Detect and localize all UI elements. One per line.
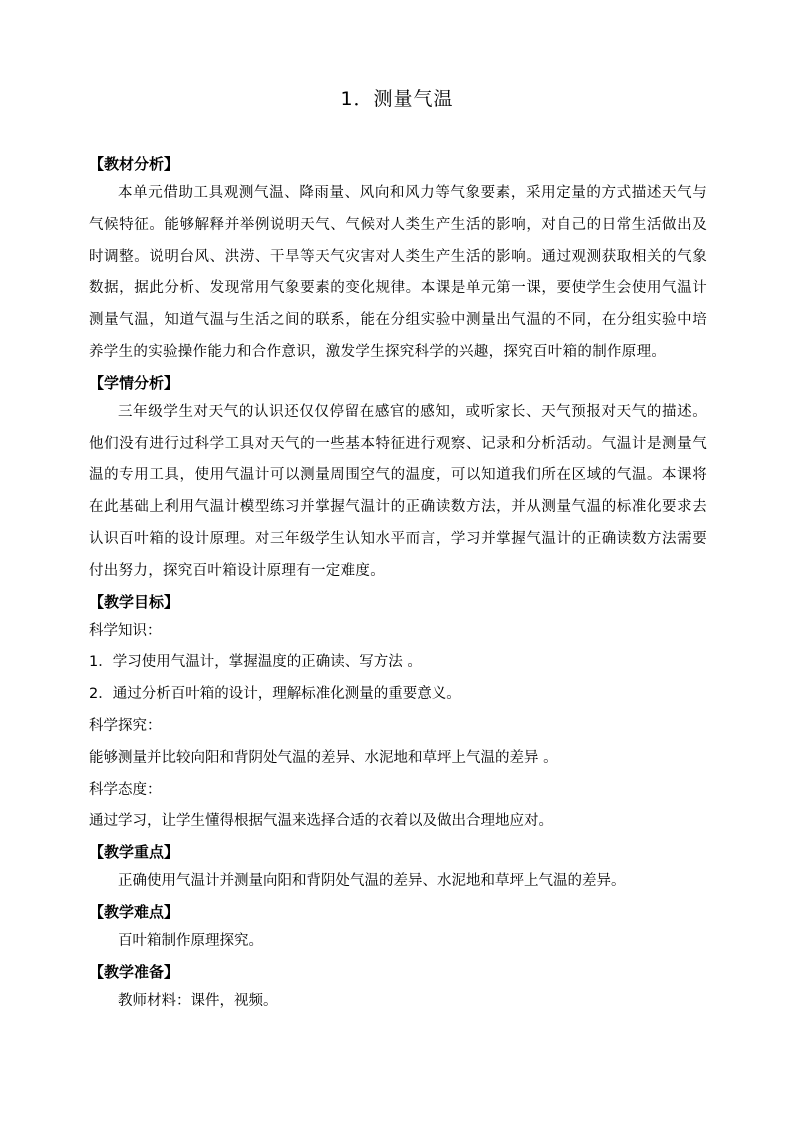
section-heading-goals: 【教学目标】 bbox=[89, 592, 180, 611]
section-heading-students: 【学情分析】 bbox=[89, 373, 180, 392]
section-heading-preparation: 【教学准备】 bbox=[89, 962, 180, 981]
page-title: 1．测量气温 bbox=[340, 88, 454, 110]
inquiry-label: 科学探究： bbox=[89, 717, 162, 734]
inquiry-text: 能够测量并比较向阳和背阴处气温的差异、水泥地和草坪上气温的差异 。 bbox=[89, 749, 558, 766]
analysis-paragraph: 本单元借助工具观测气温、降雨量、风向和风力等气象要素，采用定量的方式描述天气与气候特征。能够解释并举例说明天气、气候对人类生产生活的影响，对自己的日常生活做出及时调整。说明台风、洪涝、干旱等天气灾害对人类生产生活的影响。通过观测获取相关的气象数据，据此分析、发现常用气象要素的变化规律。本课是单元第一课，要使学生会使用气温计测量气温，知道气温与生活之间的联系，能在分组实验中测量出气温的不同，在分组实验中培养学生的实验操作能力和合作意识，激发学生探究科学的兴趣，探究百叶箱的制作原理。 bbox=[89, 185, 707, 360]
key-points-text: 正确使用气温计并测量向阳和背阴处气温的差异、水泥地和草坪上气温的差异。 bbox=[118, 873, 626, 890]
knowledge-item-2: 2．通过分析百叶箱的设计，理解标准化测量的重要意义。 bbox=[89, 686, 461, 703]
attitude-label: 科学态度： bbox=[89, 781, 162, 798]
preparation-text: 教师材料：课件，视频。 bbox=[118, 992, 278, 1009]
section-heading-key-points: 【教学重点】 bbox=[89, 843, 180, 862]
attitude-text: 通过学习，让学生懂得根据气温来选择合适的衣着以及做出合理地应对。 bbox=[89, 813, 553, 830]
section-heading-difficulties: 【教学难点】 bbox=[89, 902, 180, 921]
knowledge-label: 科学知识： bbox=[89, 622, 162, 639]
difficulties-text: 百叶箱制作原理探究。 bbox=[118, 932, 263, 949]
students-paragraph: 三年级学生对天气的认识还仅仅停留在感官的感知，或听家长、天气预报对天气的描述。他们没有进行过科学工具对天气的一些基本特征进行观察、记录和分析活动。气温计是测量气温的专用工具，使用气温计可以测量周围空气的温度，可以知道我们所在区域的气温。本课将在此基础上利用气温计模型练习并掌握气温计的正确读数方法，并从测量气温的标准化要求去认识百叶箱的设计原理。对三年级学生认知水平而言，学习并掌握气温计的正确读数方法需要付出努力，探究百叶箱设计原理有一定难度。 bbox=[89, 403, 707, 579]
document-body bbox=[89, 150, 707, 1018]
section-heading-analysis: 【教材分析】 bbox=[89, 155, 180, 173]
knowledge-item-1: 1．学习使用气温计，掌握温度的正确读、写方法 。 bbox=[89, 654, 422, 671]
